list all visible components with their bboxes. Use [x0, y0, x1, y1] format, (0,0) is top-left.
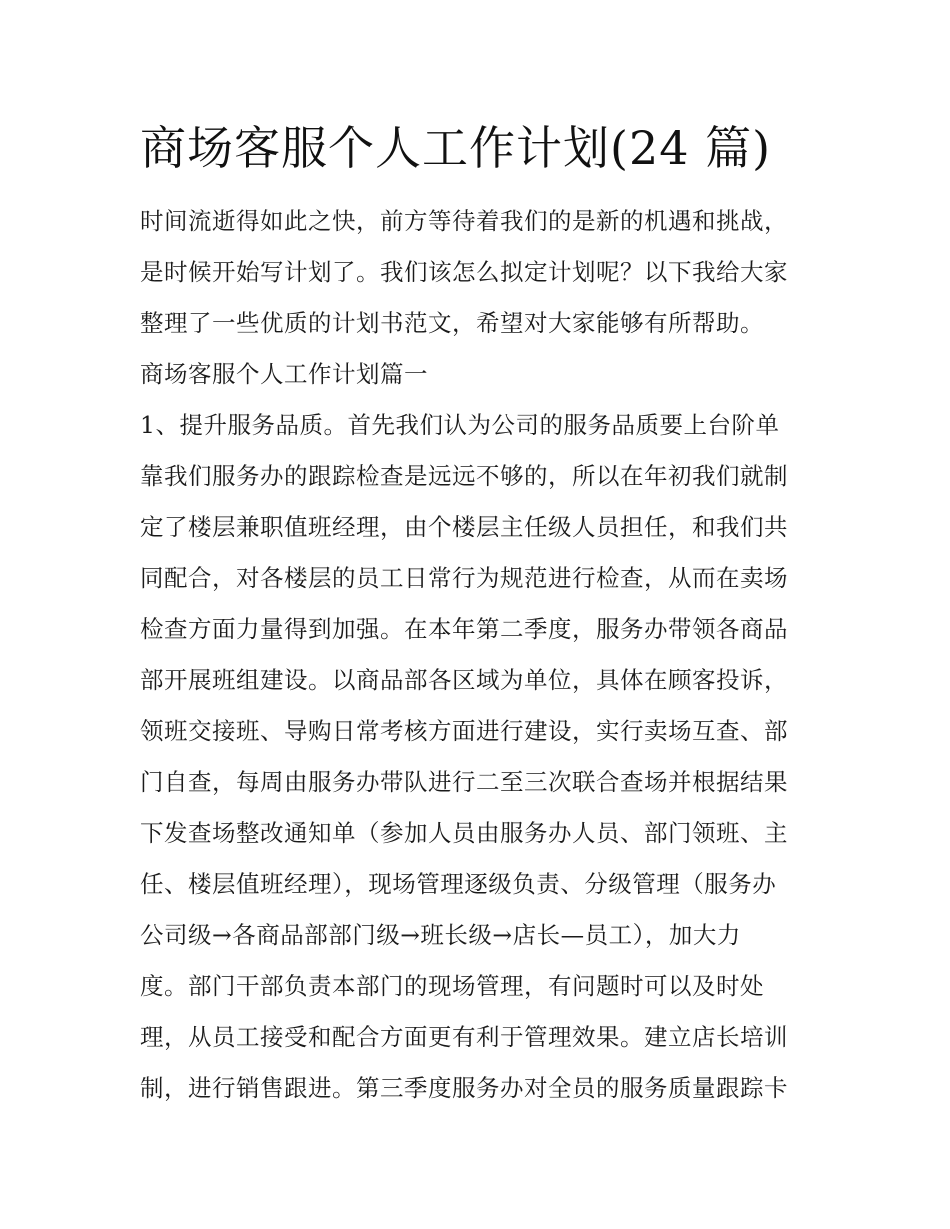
body-line: 门自查，每周由服务办带队进行二至三次联合查场并根据结果	[140, 768, 788, 796]
body-line: 公司级→各商品部部门级→班长级→店长—员工），加大力	[140, 921, 741, 949]
intro-line-1: 时间流逝得如此之快，前方等待着我们的是新的机遇和挑战，	[140, 207, 788, 235]
body-line: 检查方面力量得到加强。在本年第二季度，服务办带领各商品	[140, 615, 788, 643]
intro-line-3: 整理了一些优质的计划书范文，希望对大家能够有所帮助。	[140, 309, 764, 337]
body-line: 1、提升服务品质。首先我们认为公司的服务品质要上台阶单	[140, 411, 780, 439]
section-heading: 商场客服个人工作计划篇一	[140, 360, 428, 388]
body-line: 靠我们服务办的跟踪检查是远远不够的，所以在年初我们就制	[140, 462, 788, 490]
document-title: 商场客服个人工作计划(24 篇)	[140, 121, 772, 175]
body-line: 理，从员工接受和配合方面更有利于管理效果。建立店长培训	[140, 1023, 788, 1051]
document-body	[140, 196, 820, 1114]
body-line: 下发查场整改通知单（参加人员由服务办人员、部门领班、主	[140, 819, 788, 847]
body-line: 任、楼层值班经理），现场管理逐级负责、分级管理（服务办	[140, 870, 777, 898]
body-line: 度。部门干部负责本部门的现场管理，有问题时可以及时处	[140, 972, 764, 1000]
body-line: 定了楼层兼职值班经理，由个楼层主任级人员担任，和我们共	[140, 513, 788, 541]
intro-line-2: 是时候开始写计划了。我们该怎么拟定计划呢？以下我给大家	[140, 258, 788, 286]
body-line: 同配合，对各楼层的员工日常行为规范进行检查，从而在卖场	[140, 564, 788, 592]
body-line: 部开展班组建设。以商品部各区域为单位，具体在顾客投诉，	[140, 666, 788, 694]
body-line: 领班交接班、导购日常考核方面进行建设，实行卖场互查、部	[140, 717, 788, 745]
body-line: 制，进行销售跟进。第三季度服务办对全员的服务质量跟踪卡	[140, 1074, 788, 1102]
